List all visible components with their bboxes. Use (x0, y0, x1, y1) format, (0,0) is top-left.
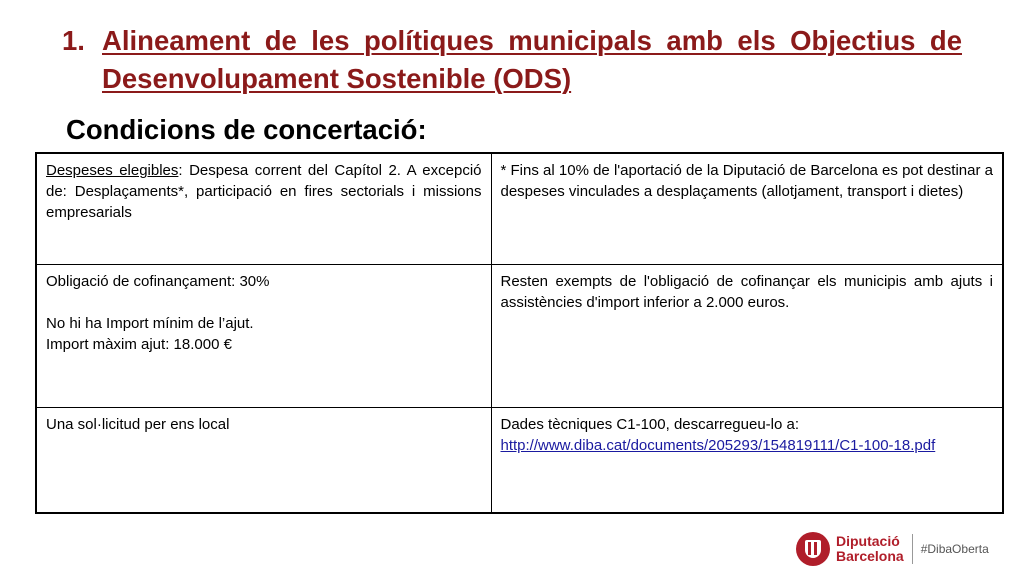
one-application-text: Una sol·licitud per ens local (46, 416, 230, 433)
hashtag: #DibaOberta (920, 542, 989, 556)
conditions-table (35, 152, 1004, 514)
minimum-amount-text: No hi ha Import mínim de l’ajut. (46, 315, 254, 332)
logo-divider (912, 534, 913, 564)
table-row (36, 408, 1003, 514)
table-cell (36, 153, 491, 265)
table-cell (36, 265, 491, 408)
maximum-amount-text: Import màxim ajut: 18.000 € (46, 336, 232, 353)
section-heading (62, 22, 962, 98)
logo-wordmark: Diputació Barcelona (836, 533, 904, 564)
table-cell (491, 265, 1003, 408)
subheading: Condicions de concertació: (66, 114, 427, 145)
heading-title: Alineament de les polítiques municipals amb els Objectius de Desenvolupament Sostenible (ODS) (102, 25, 962, 94)
table-cell (36, 408, 491, 514)
technical-data-link[interactable]: http://www.diba.cat/documents/205293/154819111/C1-100-18.pdf (500, 437, 936, 454)
technical-data-text: Dades tècniques C1-100, descarregueu-lo a: (500, 416, 800, 433)
heading-number: 1. (62, 25, 85, 56)
exemption-text: Resten exempts de l'obligació de cofinançar els municipis amb ajuts i assistències d'import inferior a 2.000 euros. (500, 273, 993, 311)
diputacio-seal-icon (796, 532, 830, 566)
table-cell (491, 408, 1003, 514)
eligible-expenses-text: : Despesa corrent del Capítol 2. A excepció de: Desplaçaments*, participació en fires sectorials i missions empresarials (46, 162, 482, 221)
cofinancing-text: Obligació de cofinançament: 30% (46, 273, 270, 290)
table-row (36, 265, 1003, 408)
diputacio-logo (796, 532, 989, 566)
table-row (36, 153, 1003, 265)
table-cell (491, 153, 1003, 265)
travel-note: * Fins al 10% de l'aportació de la Diputació de Barcelona es pot destinar a despeses vinculades a desplaçaments (allotjament, transport i dietes) (500, 162, 993, 200)
eligible-expenses-label: Despeses elegibles (46, 162, 179, 179)
